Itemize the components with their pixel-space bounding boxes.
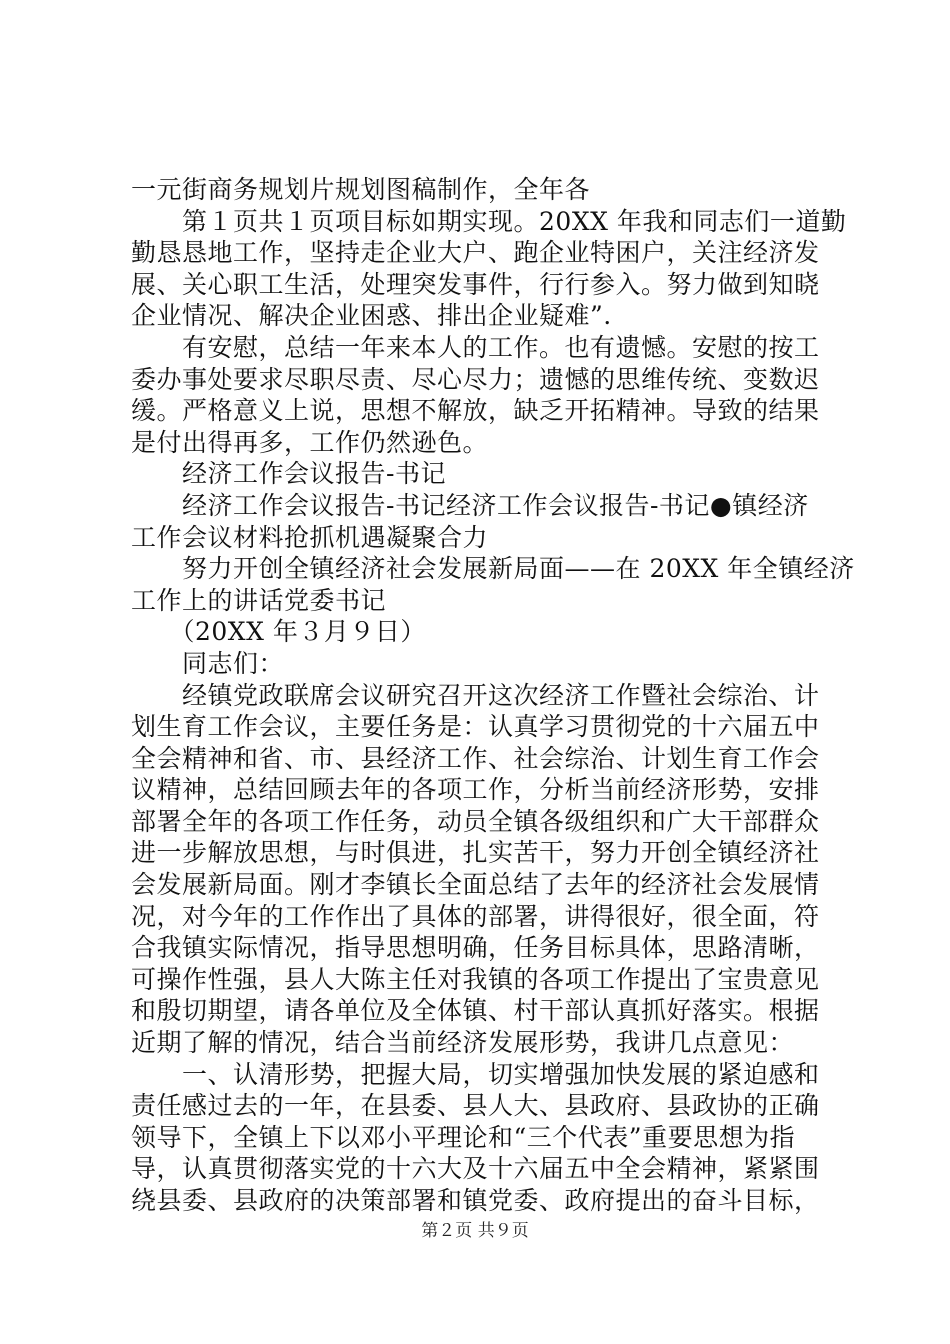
speech-title-line: 工作上的讲话党委书记 — [131, 585, 387, 615]
text-line: 企业情况、解决企业困惑、排出企业疑难”. — [131, 301, 612, 331]
text-line: 导，认真贯彻落实党的十六大及十六届五中全会精神，紧紧围 — [131, 1154, 820, 1184]
text-line: 近期了解的情况，结合当前经济发展形势，我讲几点意见： — [131, 1028, 795, 1058]
text-line: 绕县委、县政府的决策部署和镇党委、政府提出的奋斗目标， — [131, 1186, 820, 1215]
text-line: 展、关心职工生活，处理突发事件，行行参入。努力做到知晓 — [131, 269, 820, 299]
document-body — [131, 174, 855, 1217]
text-line: 勤恳恳地工作，坚持走企业大户、跑企业特困户，关注经济发 — [131, 238, 820, 268]
text-line: 部署全年的各项工作任务，动员全镇各级组织和广大干部群众 — [131, 806, 820, 836]
text-line: 工作会议材料抢抓机遇凝聚合力 — [131, 522, 489, 552]
text-line: 缓。严格意义上说，思想不解放，缺乏开拓精神。导致的结果 — [131, 396, 820, 426]
text-line: 进一步解放思想，与时俱进，扎实苦干，努力开创全镇经济社 — [131, 838, 820, 868]
section-heading: 经济工作会议报告-书记 — [131, 459, 446, 489]
text-line: 委办事处要求尽职尽责、尽心尽力；遗憾的思维传统、变数迟 — [131, 364, 820, 394]
text-line: 议精神，总结回顾去年的各项工作，分析当前经济形势，安排 — [131, 775, 820, 805]
text-line: 会发展新局面。刚才李镇长全面总结了去年的经济社会发展情 — [131, 870, 820, 900]
text-line: 划生育工作会议，主要任务是：认真学习贯彻党的十六届五中 — [131, 712, 820, 742]
text-line: 是付出得再多，工作仍然逊色。 — [131, 427, 489, 457]
page-number-footer: 第２页 共９页 — [421, 1221, 529, 1241]
speech-title-line: 努力开创全镇经济社会发展新局面——在 20XX 年全镇经济 — [131, 554, 855, 584]
text-line: 合我镇实际情况，指导思想明确，任务目标具体，思路清晰， — [131, 933, 820, 963]
text-line: 经镇党政联席会议研究召开这次经济工作暨社会综治、计 — [131, 680, 820, 710]
text-line: 经济工作会议报告-书记经济工作会议报告-书记●镇经济 — [131, 490, 809, 520]
speech-date: （20XX 年３月９日） — [131, 617, 426, 647]
text-line: 一元街商务规划片规划图稿制作，全年各 — [131, 175, 591, 204]
text-line: 况，对今年的工作作出了具体的部署，讲得很好，很全面，符 — [131, 901, 820, 931]
text-line: 可操作性强，县人大陈主任对我镇的各项工作提出了宝贵意见 — [131, 964, 820, 994]
text-line: 和殷切期望，请各单位及全体镇、村干部认真抓好落实。根据 — [131, 996, 820, 1026]
text-line: 领导下，全镇上下以邓小平理论和“三个代表”重要思想为指 — [131, 1122, 796, 1152]
text-line: 一、认清形势，把握大局，切实增强加快发展的紧迫感和 — [131, 1059, 820, 1089]
text-line: 有安慰，总结一年来本人的工作。也有遗憾。安慰的按工 — [131, 332, 820, 362]
salutation: 同志们： — [131, 648, 285, 678]
text-line: 全会精神和省、市、县经济工作、社会综治、计划生育工作会 — [131, 743, 820, 773]
text-line: 责任感过去的一年，在县委、县人大、县政府、县政协的正确 — [131, 1091, 820, 1121]
text-line: 第１页共１页项目标如期实现。20XX 年我和同志们一道勤 — [131, 206, 847, 236]
